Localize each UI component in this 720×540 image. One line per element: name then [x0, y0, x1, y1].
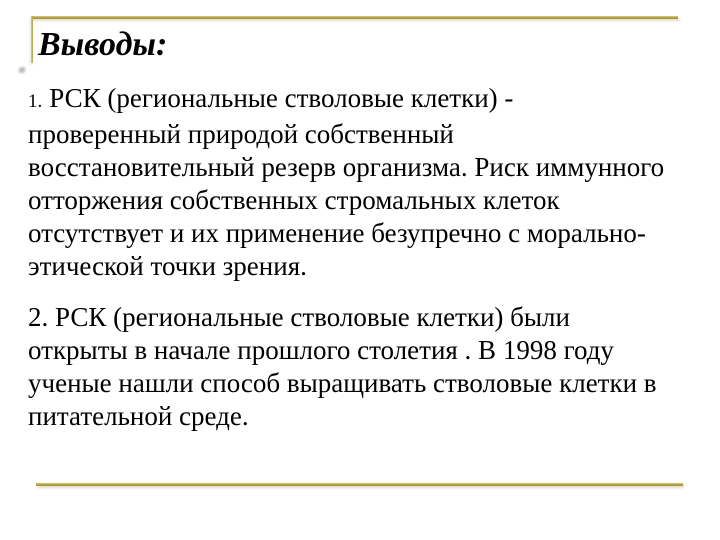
paragraph-2: [28, 301, 708, 433]
slide-title: Выводы:: [38, 26, 168, 63]
slide-body: [28, 82, 708, 433]
text-line: проверенный природой собственный: [28, 119, 454, 149]
text-line: питательной среде.: [28, 401, 249, 431]
text-line: этической точки зрения.: [28, 251, 307, 281]
corner-shadow-artifact: [13, 61, 31, 79]
text-line: ученые нашли способ выращивать стволовые клетки в: [28, 368, 657, 398]
top-horizontal-rule: [31, 16, 678, 19]
list-number-1: 1.: [28, 91, 43, 112]
text-line: отторжения собственных стромальных клеток: [28, 185, 560, 215]
text-line: отсутствует и их применение безупречно с морально-: [28, 218, 646, 248]
text-line: открыты в начале прошлого столетия . В 1998 году: [28, 335, 614, 365]
top-left-corner-rule: [31, 16, 33, 63]
paragraph-1: [28, 82, 708, 283]
text-line: 2. РСК (региональные стволовые клетки) были: [28, 302, 570, 332]
text-line: восстановительный резерв организма. Риск иммунного: [28, 152, 665, 182]
bottom-horizontal-rule: [36, 483, 683, 486]
text-line-content: РСК (региональные стволовые клетки) -: [49, 83, 514, 113]
text-line: [28, 82, 708, 118]
